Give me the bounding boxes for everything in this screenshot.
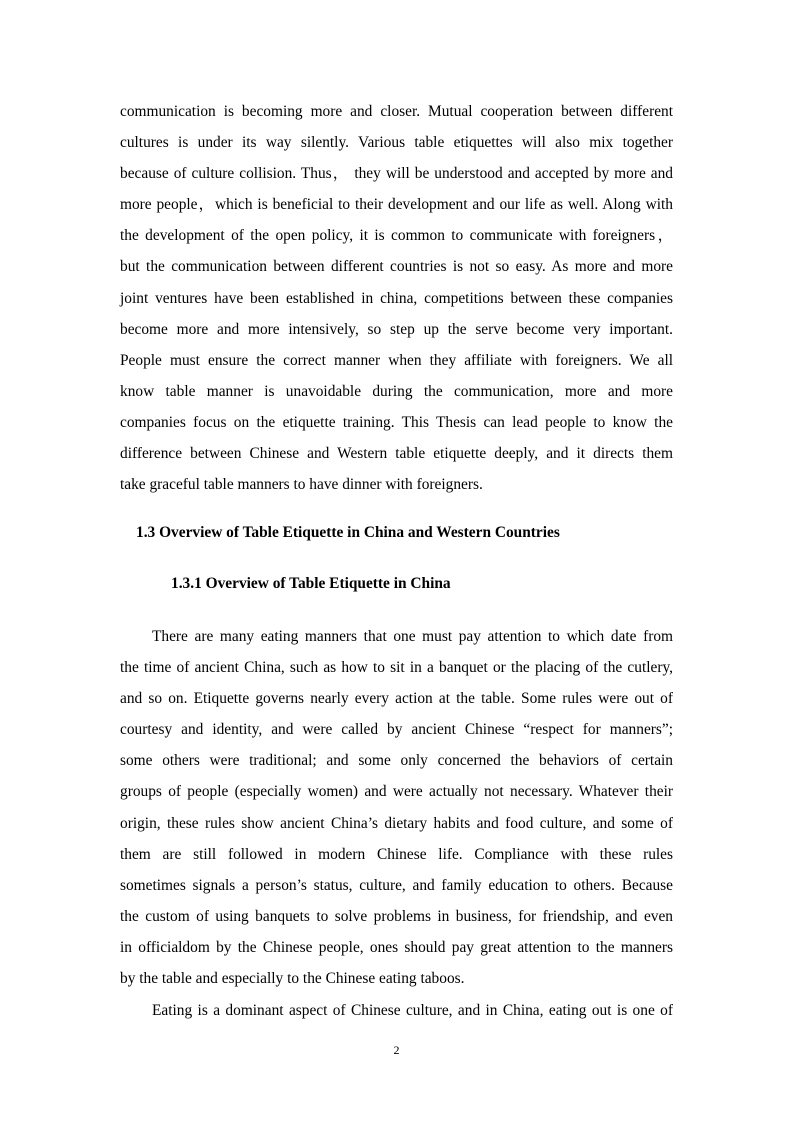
text-line: take graceful table manners to have dinner with foreigners. [120,476,483,494]
paragraph-intro [120,96,673,500]
subsection-heading: 1.3.1 Overview of Table Etiquette in China [171,575,451,592]
text-line: some others were traditional; and some only concerned the behaviors of certain [120,752,673,770]
text-line: People must ensure the correct manner when they affiliate with foreigners. We all [120,351,673,369]
text-line: Eating is a dominant aspect of Chinese culture, and in China, eating out is one of [152,1002,673,1019]
text-line: companies focus on the etiquette training. This Thesis can lead people to know the [120,413,673,431]
text-line: There are many eating manners that one must pay attention to which date from [152,628,673,645]
text-line: know table manner is unavoidable during the communication, more and more [120,382,673,400]
text-line: the time of ancient China, such as how to sit in a banquet or the placing of the cutlery, [120,659,673,677]
text-line: sometimes signals a person’s status, culture, and family education to others. Because [120,876,673,894]
text-line: in officialdom by the Chinese people, ones should pay great attention to the manners [120,938,673,956]
text-line: because of culture collision. Thus， they will be understood and accepted by more and [120,165,673,183]
text-line: by the table and especially to the Chinese eating taboos. [120,970,465,988]
text-line: groups of people (especially women) and were actually not necessary. Whatever their [120,783,673,801]
text-line: origin, these rules show ancient China’s dietary habits and food culture, and some of [120,814,673,832]
text-line: courtesy and identity, and were called by ancient Chinese “respect for manners”; [120,721,673,739]
text-line: difference between Chinese and Western table etiquette deeply, and it directs them [120,445,673,463]
paragraph-eating-culture [120,995,673,1026]
page-number: 2 [393,1043,400,1057]
text-line: joint ventures have been established in china, competitions between these companies [120,289,673,307]
text-line: but the communication between different countries is not so easy. As more and more [120,258,673,276]
text-line: the custom of using banquets to solve problems in business, for friendship, and even [120,907,673,925]
text-line: communication is becoming more and closer. Mutual cooperation between different [120,103,673,120]
section-heading: 1.3 Overview of Table Etiquette in China and Western Countries [136,524,560,541]
text-line: and so on. Etiquette governs nearly every action at the table. Some rules were out of [120,690,673,708]
text-line: the development of the open policy, it is common to communicate with foreigners， [120,227,673,245]
text-line: become more and more intensively, so step up the serve become very important. [120,320,673,338]
paragraph-overview-china [120,621,673,994]
text-line: them are still followed in modern Chinese life. Compliance with these rules [120,845,673,863]
text-line: more people，which is beneficial to their development and our life as well. Along with [120,196,673,214]
text-line: cultures is under its way silently. Various table etiquettes will also mix together [120,134,673,152]
